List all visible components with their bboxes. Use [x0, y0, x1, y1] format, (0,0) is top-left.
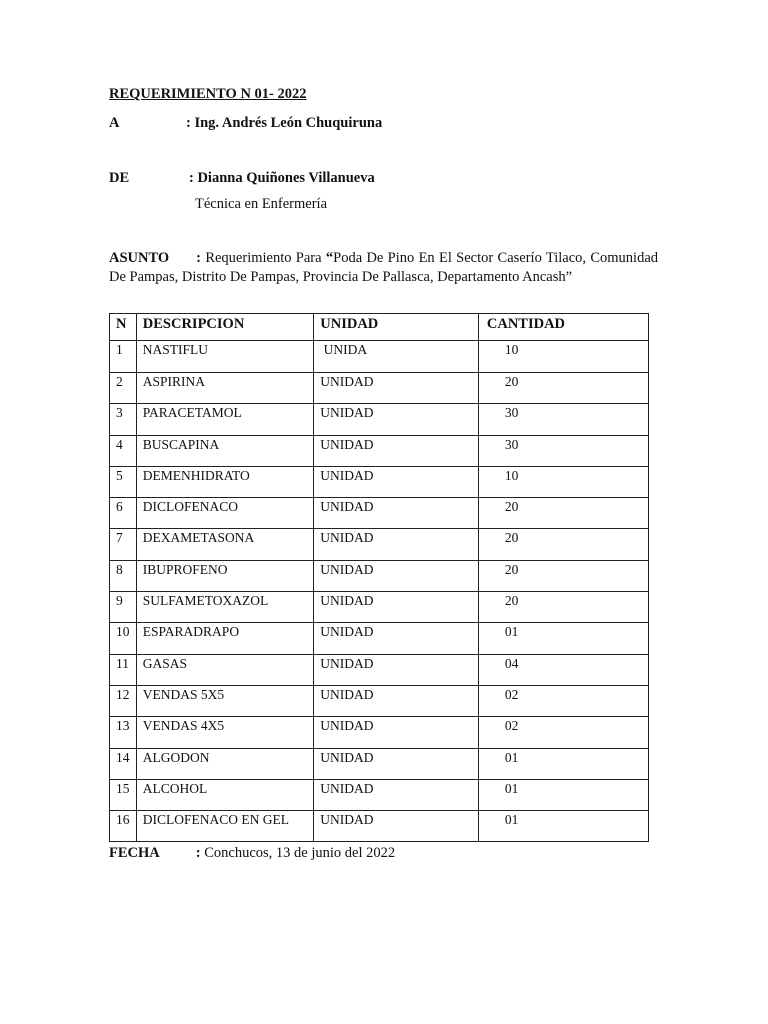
- row-number: 4: [110, 435, 137, 466]
- date-colon: :: [195, 845, 201, 861]
- table-row: [110, 435, 649, 466]
- row-quantity: 20: [478, 560, 648, 591]
- row-number: 5: [110, 466, 137, 497]
- table-row: [110, 811, 649, 842]
- row-description: ALGODON: [136, 748, 314, 779]
- row-unit: UNIDAD: [314, 779, 479, 810]
- to-value: : Ing. Andrés León Chuquiruna: [186, 115, 383, 131]
- row-unit: UNIDAD: [314, 435, 479, 466]
- row-description: VENDAS 4X5: [136, 717, 314, 748]
- row-unit: UNIDA: [314, 341, 479, 373]
- row-description: SULFAMETOXAZOL: [136, 592, 314, 623]
- subject-text-before: Requerimiento Para: [201, 250, 326, 266]
- header-descripcion: DESCRIPCION: [136, 314, 314, 341]
- row-quantity: 10: [478, 341, 648, 373]
- row-description: VENDAS 5X5: [136, 685, 314, 716]
- table-row: [110, 592, 649, 623]
- row-description: DEXAMETASONA: [136, 529, 314, 560]
- date-label: FECHA: [109, 845, 160, 861]
- row-unit: UNIDAD: [314, 811, 479, 842]
- row-quantity: 20: [478, 373, 648, 404]
- header-cantidad: CANTIDAD: [478, 314, 648, 341]
- header-unidad: UNIDAD: [314, 314, 479, 341]
- row-quantity: 01: [478, 811, 648, 842]
- row-description: BUSCAPINA: [136, 435, 314, 466]
- date-value: Conchucos, 13 de junio del 2022: [200, 845, 396, 861]
- to-label: A: [109, 115, 120, 131]
- row-number: 7: [110, 529, 137, 560]
- row-unit: UNIDAD: [314, 717, 479, 748]
- table-row: [110, 654, 649, 685]
- from-value: : Dianna Quiñones Villanueva: [189, 170, 375, 186]
- row-unit: UNIDAD: [314, 498, 479, 529]
- document-title: REQUERIMIENTO N 01- 2022: [109, 86, 307, 102]
- row-number: 13: [110, 717, 137, 748]
- row-unit: UNIDAD: [314, 466, 479, 497]
- row-quantity: 01: [478, 779, 648, 810]
- subject-label: ASUNTO: [109, 250, 170, 266]
- row-quantity: 01: [478, 748, 648, 779]
- table-row: [110, 529, 649, 560]
- table-row: [110, 748, 649, 779]
- row-quantity: 20: [478, 498, 648, 529]
- row-number: 9: [110, 592, 137, 623]
- row-unit: UNIDAD: [314, 623, 479, 654]
- row-number: 16: [110, 811, 137, 842]
- row-unit: UNIDAD: [314, 654, 479, 685]
- row-number: 3: [110, 404, 137, 435]
- row-quantity: 20: [478, 592, 648, 623]
- row-unit: UNIDAD: [314, 748, 479, 779]
- row-number: 11: [110, 654, 137, 685]
- row-number: 6: [110, 498, 137, 529]
- row-unit: UNIDAD: [314, 685, 479, 716]
- row-description: DICLOFENACO EN GEL: [136, 811, 314, 842]
- table-row: [110, 717, 649, 748]
- row-number: 2: [110, 373, 137, 404]
- row-quantity: 02: [478, 685, 648, 716]
- row-quantity: 10: [478, 466, 648, 497]
- row-description: ALCOHOL: [136, 779, 314, 810]
- row-number: 12: [110, 685, 137, 716]
- row-description: ASPIRINA: [136, 373, 314, 404]
- items-table: [109, 313, 649, 842]
- table-row: [110, 498, 649, 529]
- table-row: [110, 341, 649, 373]
- row-quantity: 02: [478, 717, 648, 748]
- row-number: 14: [110, 748, 137, 779]
- from-role: Técnica en Enfermería: [195, 196, 328, 212]
- row-number: 15: [110, 779, 137, 810]
- table-row: [110, 779, 649, 810]
- subject-quote-open: “: [325, 250, 334, 266]
- row-description: IBUPROFENO: [136, 560, 314, 591]
- row-number: 10: [110, 623, 137, 654]
- row-description: DEMENHIDRATO: [136, 466, 314, 497]
- row-quantity: 30: [478, 435, 648, 466]
- table-row: [110, 560, 649, 591]
- table-row: [110, 373, 649, 404]
- subject-colon: :: [196, 250, 202, 266]
- row-description: DICLOFENACO: [136, 498, 314, 529]
- row-description: ESPARADRAPO: [136, 623, 314, 654]
- date-line: [109, 845, 395, 862]
- table-row: [110, 623, 649, 654]
- subject-text: Poda De Pino En El Sector Caserío Tilaco, Comunidad De Pampas, Distrito De Pampas, Provincia De Pallasca, Departamento Ancash”: [109, 250, 659, 285]
- header-n: N: [110, 314, 137, 341]
- row-quantity: 30: [478, 404, 648, 435]
- row-unit: UNIDAD: [314, 592, 479, 623]
- row-description: GASAS: [136, 654, 314, 685]
- subject-paragraph: [109, 249, 658, 286]
- from-label: DE: [109, 170, 130, 186]
- row-quantity: 01: [478, 623, 648, 654]
- row-description: PARACETAMOL: [136, 404, 314, 435]
- row-number: 1: [110, 341, 137, 373]
- row-unit: UNIDAD: [314, 560, 479, 591]
- row-quantity: 04: [478, 654, 648, 685]
- table-row: [110, 466, 649, 497]
- row-unit: UNIDAD: [314, 373, 479, 404]
- row-unit: UNIDAD: [314, 529, 479, 560]
- row-description: NASTIFLU: [136, 341, 314, 373]
- table-row: [110, 404, 649, 435]
- table-header-row: [110, 314, 649, 341]
- row-unit: UNIDAD: [314, 404, 479, 435]
- table-row: [110, 685, 649, 716]
- row-quantity: 20: [478, 529, 648, 560]
- row-number: 8: [110, 560, 137, 591]
